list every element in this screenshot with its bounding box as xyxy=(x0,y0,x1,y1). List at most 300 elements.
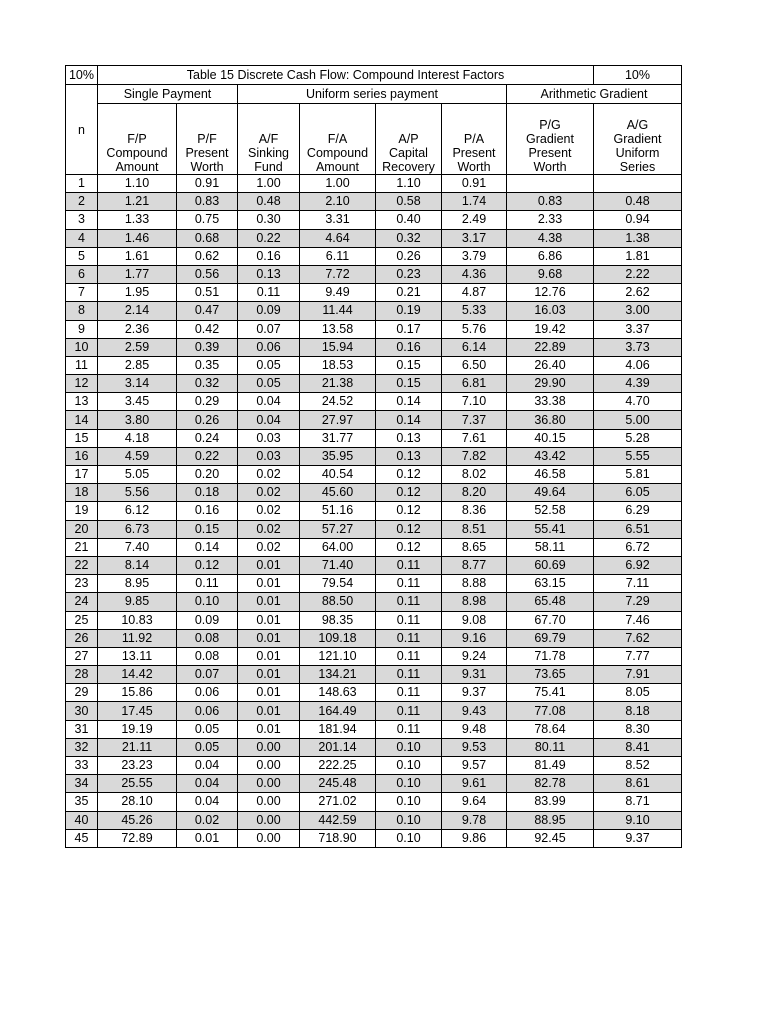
table-row xyxy=(66,284,682,302)
factor-cell: 3.37 xyxy=(594,320,682,338)
column-header-line: F/A xyxy=(327,132,348,146)
factor-cell: 0.04 xyxy=(177,757,238,775)
factor-cell: 45.26 xyxy=(98,811,177,829)
factor-cell: 12.76 xyxy=(507,284,594,302)
factor-cell: 0.94 xyxy=(594,211,682,229)
ag-column-header xyxy=(594,104,682,175)
factor-cell: 0.48 xyxy=(594,193,682,211)
period-cell: 9 xyxy=(66,320,98,338)
factor-cell: 0.10 xyxy=(376,757,442,775)
factor-cell: 6.50 xyxy=(442,356,507,374)
period-cell: 24 xyxy=(66,593,98,611)
factor-cell: 4.87 xyxy=(442,284,507,302)
factor-cell: 88.50 xyxy=(300,593,376,611)
period-cell: 1 xyxy=(66,175,98,193)
factor-cell: 8.14 xyxy=(98,556,177,574)
factor-cell: 6.51 xyxy=(594,520,682,538)
factor-cell: 0.06 xyxy=(177,684,238,702)
factor-cell: 6.29 xyxy=(594,502,682,520)
column-header-line: A/P xyxy=(398,132,419,146)
factor-cell: 9.68 xyxy=(507,265,594,283)
factor-cell: 9.78 xyxy=(442,811,507,829)
period-cell: 29 xyxy=(66,684,98,702)
factor-cell: 2.62 xyxy=(594,284,682,302)
factor-cell: 245.48 xyxy=(300,775,376,793)
column-header-line: Amount xyxy=(315,160,360,174)
table-row xyxy=(66,775,682,793)
period-cell: 31 xyxy=(66,720,98,738)
factor-cell: 15.86 xyxy=(98,684,177,702)
factor-cell: 26.40 xyxy=(507,356,594,374)
factor-cell: 5.28 xyxy=(594,429,682,447)
arithmetic-gradient-group: Arithmetic Gradient xyxy=(507,85,682,104)
factor-cell: 2.22 xyxy=(594,265,682,283)
factor-cell: 0.01 xyxy=(238,575,300,593)
factor-cell: 5.00 xyxy=(594,411,682,429)
period-cell: 13 xyxy=(66,393,98,411)
factor-cell: 51.16 xyxy=(300,502,376,520)
factor-cell: 71.40 xyxy=(300,556,376,574)
factor-cell: 181.94 xyxy=(300,720,376,738)
period-cell: 5 xyxy=(66,247,98,265)
table-row xyxy=(66,320,682,338)
table-row xyxy=(66,629,682,647)
factor-cell: 63.15 xyxy=(507,575,594,593)
factor-cell: 15.94 xyxy=(300,338,376,356)
factor-cell: 0.14 xyxy=(177,538,238,556)
factor-cell: 3.80 xyxy=(98,411,177,429)
factor-cell: 9.57 xyxy=(442,757,507,775)
factor-cell: 0.12 xyxy=(177,556,238,574)
factor-cell: 4.39 xyxy=(594,375,682,393)
factor-cell: 148.63 xyxy=(300,684,376,702)
factor-cell: 7.91 xyxy=(594,666,682,684)
table-row xyxy=(66,211,682,229)
factor-cell: 8.65 xyxy=(442,538,507,556)
factor-cell: 9.24 xyxy=(442,647,507,665)
factor-cell: 0.47 xyxy=(177,302,238,320)
factor-cell: 0.03 xyxy=(238,447,300,465)
factor-cell: 1.95 xyxy=(98,284,177,302)
factor-cell: 0.68 xyxy=(177,229,238,247)
period-cell: 15 xyxy=(66,429,98,447)
factor-cell: 83.99 xyxy=(507,793,594,811)
factor-cell: 0.40 xyxy=(376,211,442,229)
column-header-line: Fund xyxy=(254,160,283,174)
factor-cell: 77.08 xyxy=(507,702,594,720)
table-row xyxy=(66,757,682,775)
factor-cell: 0.10 xyxy=(376,829,442,847)
period-cell: 40 xyxy=(66,811,98,829)
table-row xyxy=(66,193,682,211)
factor-cell: 0.51 xyxy=(177,284,238,302)
factor-cell: 0.14 xyxy=(376,411,442,429)
factor-cell: 0.11 xyxy=(376,684,442,702)
table-row xyxy=(66,811,682,829)
factor-cell: 7.40 xyxy=(98,538,177,556)
pa-column-header xyxy=(442,104,507,175)
factor-cell: 36.80 xyxy=(507,411,594,429)
factor-cell: 4.59 xyxy=(98,447,177,465)
factor-cell: 7.72 xyxy=(300,265,376,283)
factor-cell: 19.19 xyxy=(98,720,177,738)
column-header-line: Worth xyxy=(190,160,224,174)
table-row xyxy=(66,429,682,447)
n-column-header: n xyxy=(66,85,98,175)
column-header-line: P/A xyxy=(463,132,485,146)
factor-cell: 0.13 xyxy=(376,429,442,447)
table-row xyxy=(66,229,682,247)
factor-cell: 1.21 xyxy=(98,193,177,211)
period-cell: 20 xyxy=(66,520,98,538)
factor-cell: 0.12 xyxy=(376,466,442,484)
factor-cell: 0.16 xyxy=(376,338,442,356)
table-row xyxy=(66,484,682,502)
factor-cell: 8.88 xyxy=(442,575,507,593)
factor-cell: 0.10 xyxy=(376,775,442,793)
factor-cell: 0.11 xyxy=(376,575,442,593)
column-header-line: Capital xyxy=(389,146,428,160)
factor-cell: 25.55 xyxy=(98,775,177,793)
factor-cell: 0.24 xyxy=(177,429,238,447)
factor-cell: 11.44 xyxy=(300,302,376,320)
fa-column-header xyxy=(300,104,376,175)
pg-column-header xyxy=(507,104,594,175)
factor-cell: 33.38 xyxy=(507,393,594,411)
period-cell: 4 xyxy=(66,229,98,247)
factor-cell: 13.58 xyxy=(300,320,376,338)
factor-cell: 40.54 xyxy=(300,466,376,484)
period-cell: 23 xyxy=(66,575,98,593)
factor-cell: 0.02 xyxy=(238,538,300,556)
factor-cell: 9.64 xyxy=(442,793,507,811)
factor-cell: 7.62 xyxy=(594,629,682,647)
factor-cell: 2.85 xyxy=(98,356,177,374)
period-cell: 34 xyxy=(66,775,98,793)
factor-cell: 0.42 xyxy=(177,320,238,338)
table-row xyxy=(66,520,682,538)
factor-cell: 46.58 xyxy=(507,466,594,484)
interest-rate-left: 10% xyxy=(66,66,98,85)
column-header-line: Compound xyxy=(306,146,369,160)
factor-cell: 0.26 xyxy=(177,411,238,429)
factor-cell: 0.11 xyxy=(376,702,442,720)
factor-cell: 222.25 xyxy=(300,757,376,775)
factor-cell: 0.29 xyxy=(177,393,238,411)
column-header-line: Worth xyxy=(533,160,567,174)
factor-cell: 0.22 xyxy=(238,229,300,247)
factor-cell: 52.58 xyxy=(507,502,594,520)
factor-cell: 8.36 xyxy=(442,502,507,520)
factor-cell: 4.64 xyxy=(300,229,376,247)
factor-cell: 9.48 xyxy=(442,720,507,738)
factor-cell: 0.12 xyxy=(376,484,442,502)
factor-cell: 92.45 xyxy=(507,829,594,847)
factor-cell: 1.81 xyxy=(594,247,682,265)
factor-cell: 4.38 xyxy=(507,229,594,247)
factor-cell: 0.01 xyxy=(238,702,300,720)
factor-cell: 0.01 xyxy=(238,684,300,702)
factor-cell: 442.59 xyxy=(300,811,376,829)
factor-cell: 0.11 xyxy=(376,647,442,665)
period-cell: 8 xyxy=(66,302,98,320)
factor-cell: 0.10 xyxy=(177,593,238,611)
period-cell: 35 xyxy=(66,793,98,811)
factor-cell: 21.11 xyxy=(98,738,177,756)
factor-cell: 0.17 xyxy=(376,320,442,338)
factor-cell: 0.56 xyxy=(177,265,238,283)
factor-cell: 0.26 xyxy=(376,247,442,265)
factor-cell: 80.11 xyxy=(507,738,594,756)
factor-cell: 0.30 xyxy=(238,211,300,229)
factor-cell: 8.05 xyxy=(594,684,682,702)
factor-cell: 3.73 xyxy=(594,338,682,356)
factor-cell: 0.91 xyxy=(177,175,238,193)
factor-cell: 201.14 xyxy=(300,738,376,756)
factor-cell: 8.20 xyxy=(442,484,507,502)
period-cell: 16 xyxy=(66,447,98,465)
factor-cell: 10.83 xyxy=(98,611,177,629)
column-header-line: Sinking xyxy=(248,146,289,160)
period-cell: 17 xyxy=(66,466,98,484)
factor-cell: 121.10 xyxy=(300,647,376,665)
factor-cell: 7.11 xyxy=(594,575,682,593)
factor-cell: 81.49 xyxy=(507,757,594,775)
factor-cell: 0.02 xyxy=(238,466,300,484)
factor-cell: 0.00 xyxy=(238,829,300,847)
factor-cell: 64.00 xyxy=(300,538,376,556)
factor-cell: 7.37 xyxy=(442,411,507,429)
factor-cell: 6.14 xyxy=(442,338,507,356)
factor-cell: 82.78 xyxy=(507,775,594,793)
factor-cell: 11.92 xyxy=(98,629,177,647)
factor-cell: 0.14 xyxy=(376,393,442,411)
factor-cell: 3.14 xyxy=(98,375,177,393)
factor-cell: 0.11 xyxy=(177,575,238,593)
factor-cell: 0.05 xyxy=(177,738,238,756)
factor-cell: 0.00 xyxy=(238,738,300,756)
factor-cell: 0.12 xyxy=(376,538,442,556)
factor-cell: 98.35 xyxy=(300,611,376,629)
factor-cell: 45.60 xyxy=(300,484,376,502)
column-header-line: A/F xyxy=(258,132,279,146)
table-row xyxy=(66,302,682,320)
factor-cell: 1.00 xyxy=(300,175,376,193)
factor-cell: 9.37 xyxy=(594,829,682,847)
factor-cell: 0.91 xyxy=(442,175,507,193)
factor-cell: 8.02 xyxy=(442,466,507,484)
factor-cell: 35.95 xyxy=(300,447,376,465)
factor-cell: 0.00 xyxy=(238,811,300,829)
factor-cell: 9.31 xyxy=(442,666,507,684)
table-row xyxy=(66,702,682,720)
factor-cell: 0.58 xyxy=(376,193,442,211)
factor-cell: 0.12 xyxy=(376,520,442,538)
factor-cell: 6.86 xyxy=(507,247,594,265)
factor-cell: 5.81 xyxy=(594,466,682,484)
factor-cell xyxy=(594,175,682,193)
factor-cell: 0.02 xyxy=(238,502,300,520)
factor-cell: 5.56 xyxy=(98,484,177,502)
factor-cell: 8.61 xyxy=(594,775,682,793)
factor-cell: 18.53 xyxy=(300,356,376,374)
factor-cell: 0.13 xyxy=(376,447,442,465)
factor-cell: 1.77 xyxy=(98,265,177,283)
factor-cell: 3.17 xyxy=(442,229,507,247)
column-header-line: Worth xyxy=(457,160,491,174)
factor-cell: 0.02 xyxy=(238,484,300,502)
factor-cell: 8.71 xyxy=(594,793,682,811)
factor-cell: 65.48 xyxy=(507,593,594,611)
factor-cell: 0.09 xyxy=(238,302,300,320)
factor-cell: 29.90 xyxy=(507,375,594,393)
factor-cell: 8.95 xyxy=(98,575,177,593)
pf-column-header xyxy=(177,104,238,175)
factor-cell: 7.77 xyxy=(594,647,682,665)
column-header-line: A/G xyxy=(626,118,649,132)
factor-cell: 5.33 xyxy=(442,302,507,320)
period-cell: 22 xyxy=(66,556,98,574)
factor-cell: 78.64 xyxy=(507,720,594,738)
factor-cell: 8.30 xyxy=(594,720,682,738)
factor-cell: 1.61 xyxy=(98,247,177,265)
factor-cell: 9.16 xyxy=(442,629,507,647)
factor-cell: 73.65 xyxy=(507,666,594,684)
column-header-line: Gradient xyxy=(613,132,662,146)
factor-cell: 0.22 xyxy=(177,447,238,465)
factor-cell: 60.69 xyxy=(507,556,594,574)
factor-cell: 0.01 xyxy=(238,611,300,629)
interest-rate-right: 10% xyxy=(594,66,682,85)
factor-cell: 7.46 xyxy=(594,611,682,629)
factor-cell: 0.83 xyxy=(177,193,238,211)
column-header-line: P/G xyxy=(539,118,561,132)
table-row xyxy=(66,393,682,411)
factor-cell: 3.79 xyxy=(442,247,507,265)
factor-cell: 3.45 xyxy=(98,393,177,411)
column-header-line: Series xyxy=(619,160,656,174)
factor-cell: 0.09 xyxy=(177,611,238,629)
factor-cell: 57.27 xyxy=(300,520,376,538)
column-header-line: F/P xyxy=(127,132,147,146)
column-header-line: Amount xyxy=(115,160,159,174)
factor-cell: 9.49 xyxy=(300,284,376,302)
factor-cell: 31.77 xyxy=(300,429,376,447)
table-row xyxy=(66,829,682,847)
factor-cell: 5.05 xyxy=(98,466,177,484)
factor-cell: 19.42 xyxy=(507,320,594,338)
factor-cell: 0.07 xyxy=(238,320,300,338)
factor-cell: 9.08 xyxy=(442,611,507,629)
factor-cell: 0.35 xyxy=(177,356,238,374)
factor-cell: 0.75 xyxy=(177,211,238,229)
factor-cell: 75.41 xyxy=(507,684,594,702)
period-cell: 3 xyxy=(66,211,98,229)
factor-cell: 0.04 xyxy=(177,775,238,793)
factor-cell: 0.20 xyxy=(177,466,238,484)
factor-cell: 21.38 xyxy=(300,375,376,393)
factor-cell: 164.49 xyxy=(300,702,376,720)
factor-cell: 0.83 xyxy=(507,193,594,211)
table-row xyxy=(66,338,682,356)
table-row xyxy=(66,556,682,574)
factor-cell: 9.53 xyxy=(442,738,507,756)
column-header-line: Gradient xyxy=(526,132,574,146)
factor-cell: 0.00 xyxy=(238,793,300,811)
column-header-line: Uniform xyxy=(615,146,660,160)
factor-cell: 2.10 xyxy=(300,193,376,211)
period-cell: 26 xyxy=(66,629,98,647)
table-row xyxy=(66,466,682,484)
factor-cell: 1.00 xyxy=(238,175,300,193)
factor-cell: 28.10 xyxy=(98,793,177,811)
factor-cell: 4.18 xyxy=(98,429,177,447)
table-row xyxy=(66,247,682,265)
table-row xyxy=(66,666,682,684)
period-cell: 33 xyxy=(66,757,98,775)
table-row xyxy=(66,411,682,429)
factor-cell: 0.13 xyxy=(238,265,300,283)
factor-cell: 0.02 xyxy=(238,520,300,538)
period-cell: 18 xyxy=(66,484,98,502)
factor-cell: 0.01 xyxy=(238,593,300,611)
fp-column-header xyxy=(98,104,177,175)
factor-cell: 69.79 xyxy=(507,629,594,647)
period-cell: 11 xyxy=(66,356,98,374)
table-row xyxy=(66,356,682,374)
factor-cell: 1.46 xyxy=(98,229,177,247)
factor-cell: 2.33 xyxy=(507,211,594,229)
factor-cell: 0.21 xyxy=(376,284,442,302)
factor-cell xyxy=(507,175,594,193)
table-row xyxy=(66,538,682,556)
factor-cell: 0.01 xyxy=(238,666,300,684)
factor-cell: 2.59 xyxy=(98,338,177,356)
af-column-header xyxy=(238,104,300,175)
factor-cell: 4.06 xyxy=(594,356,682,374)
factor-cell: 6.72 xyxy=(594,538,682,556)
factor-cell: 0.00 xyxy=(238,775,300,793)
factor-cell: 8.52 xyxy=(594,757,682,775)
factor-cell: 0.04 xyxy=(177,793,238,811)
factor-cell: 0.01 xyxy=(238,647,300,665)
factor-cell: 0.16 xyxy=(238,247,300,265)
column-header-line: P/F xyxy=(197,132,217,146)
factor-cell: 0.10 xyxy=(376,793,442,811)
factor-cell: 0.11 xyxy=(238,284,300,302)
factor-cell: 5.76 xyxy=(442,320,507,338)
factor-cell: 9.86 xyxy=(442,829,507,847)
factor-cell: 0.11 xyxy=(376,556,442,574)
table-row xyxy=(66,647,682,665)
column-header-line: Present xyxy=(452,146,496,160)
factor-cell: 0.05 xyxy=(177,720,238,738)
factor-cell: 0.16 xyxy=(177,502,238,520)
factor-cell: 0.04 xyxy=(238,393,300,411)
factor-cell: 55.41 xyxy=(507,520,594,538)
factor-cell: 7.61 xyxy=(442,429,507,447)
factor-cell: 43.42 xyxy=(507,447,594,465)
factor-cell: 7.10 xyxy=(442,393,507,411)
factor-cell: 6.92 xyxy=(594,556,682,574)
factor-cell: 8.18 xyxy=(594,702,682,720)
factor-cell: 0.32 xyxy=(376,229,442,247)
factor-cell: 0.15 xyxy=(376,356,442,374)
column-header-line: Present xyxy=(185,146,229,160)
factor-cell: 6.73 xyxy=(98,520,177,538)
table-row xyxy=(66,502,682,520)
factor-cell: 0.11 xyxy=(376,593,442,611)
